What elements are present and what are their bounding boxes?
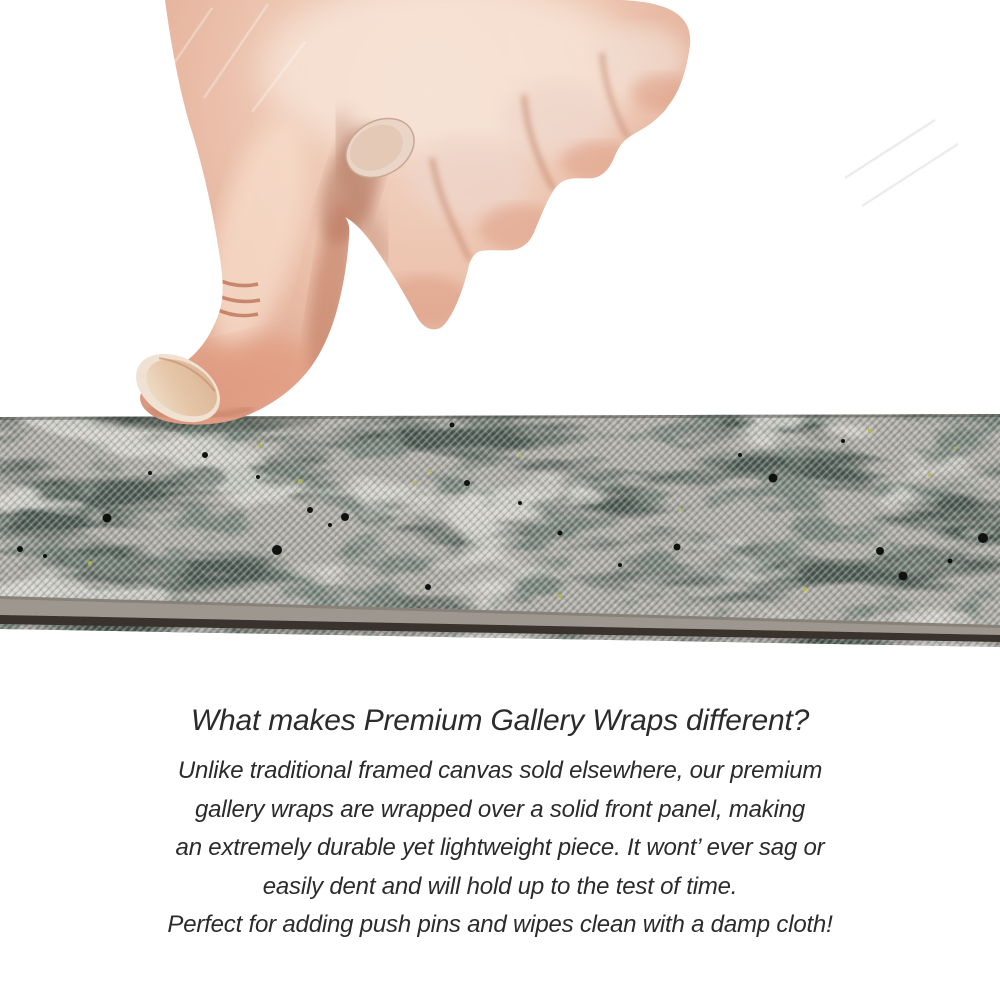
canvas-texture	[0, 413, 1000, 649]
marketing-copy	[0, 700, 1000, 945]
hand-silhouette	[140, 0, 690, 425]
body-line: an extremely durable yet lightweight piece. It wont’ ever sag or	[175, 834, 825, 861]
finger-creases	[432, 53, 628, 260]
canvas-edge-photo	[0, 413, 1000, 649]
index-finger-nail	[335, 107, 424, 190]
thumb-wrinkles	[212, 278, 260, 316]
hand-shading	[140, 0, 692, 436]
body-line: Perfect for adding push pins and wipes clean with a damp cloth!	[167, 911, 833, 938]
body-line: gallery wraps are wrapped over a solid front panel, making	[194, 795, 806, 823]
body-line: easily dent and will hold up to the test of time.	[262, 872, 738, 900]
photo-streaks	[168, 4, 305, 112]
section-heading: What makes Premium Gallery Wraps different?	[190, 704, 810, 737]
background-streaks	[845, 120, 958, 206]
body-line: Unlike traditional framed canvas sold elsewhere, our premium	[177, 757, 823, 784]
hand-pressing-canvas-photo	[0, 0, 1000, 436]
hand-illustration	[0, 0, 1000, 436]
